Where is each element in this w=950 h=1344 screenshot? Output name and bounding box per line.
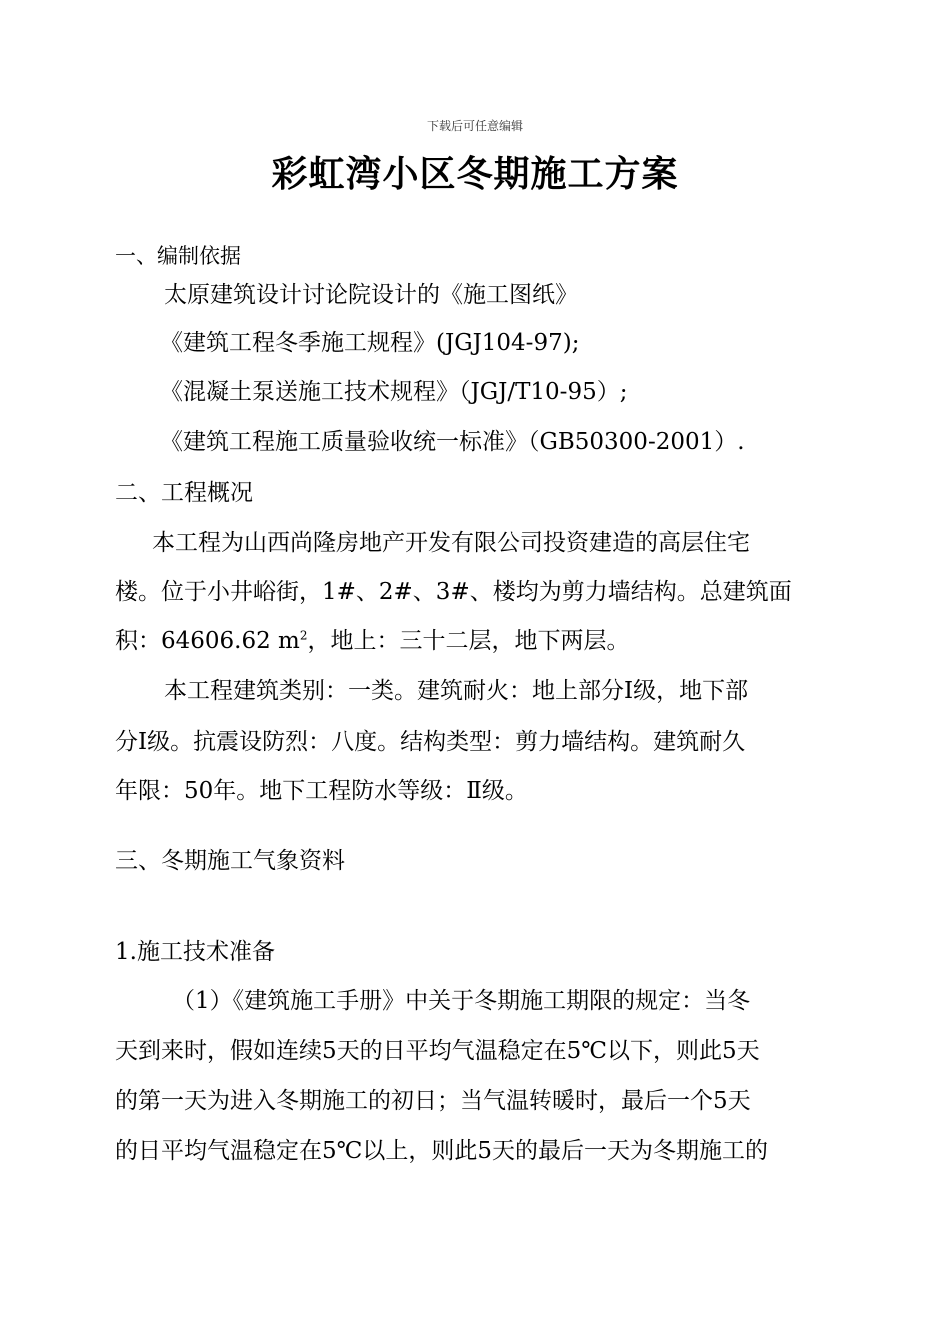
overview-para1-line1: 本工程为山西尚隆房地产开发有限公司投资建造的高层住宅 <box>152 530 750 556</box>
section2-heading: 二、工程概况 <box>115 480 253 506</box>
subsection1-heading: 1.施工技术准备 <box>115 939 275 965</box>
area-value: 积：64606.62 m <box>115 628 300 654</box>
overview-para1-line3 <box>115 626 630 656</box>
overview-para2-line3: 年限：50年。地下工程防水等级：Ⅱ级。 <box>115 778 528 804</box>
reference-item-2: 《建筑工程冬季施工规程》(JGJ104-97); <box>160 330 580 356</box>
tech-prep-line1: （1）《建筑施工手册》中关于冬期施工期限的规定：当冬 <box>172 988 751 1014</box>
area-line-rest: ，地上：三十二层，地下两层。 <box>307 628 630 654</box>
tech-prep-line2: 天到来时，假如连续5天的日平均气温稳定在5℃以下，则此5天 <box>115 1038 760 1064</box>
overview-para1-line2: 楼。位于小井峪街，1#、2#、3#、楼均为剪力墙结构。总建筑面 <box>115 579 792 605</box>
reference-item-4: 《建筑工程施工质量验收统一标准》（GB50300-2001）. <box>160 429 745 455</box>
overview-para2-line1: 本工程建筑类别：一类。建筑耐火：地上部分Ⅰ级，地下部 <box>164 678 749 704</box>
area-unit-superscript: 2 <box>299 628 308 643</box>
reference-item-1: 太原建筑设计讨论院设计的《施工图纸》 <box>164 282 578 308</box>
section1-heading: 一、编制依据 <box>115 244 241 268</box>
overview-para2-line2: 分Ⅰ级。抗震设防烈：八度。结构类型：剪力墙结构。建筑耐久 <box>115 729 746 755</box>
document-title: 彩虹湾小区冬期施工方案 <box>271 153 679 195</box>
reference-item-3: 《混凝土泵送施工技术规程》（JGJ/T10-95）; <box>160 379 628 405</box>
header-note: 下载后可任意编辑 <box>426 119 523 133</box>
section3-heading: 三、冬期施工气象资料 <box>115 848 345 874</box>
tech-prep-line4: 的日平均气温稳定在5℃以上，则此5天的最后一天为冬期施工的 <box>115 1138 768 1164</box>
tech-prep-line3: 的第一天为进入冬期施工的初日；当气温转暖时，最后一个5天 <box>115 1088 751 1114</box>
